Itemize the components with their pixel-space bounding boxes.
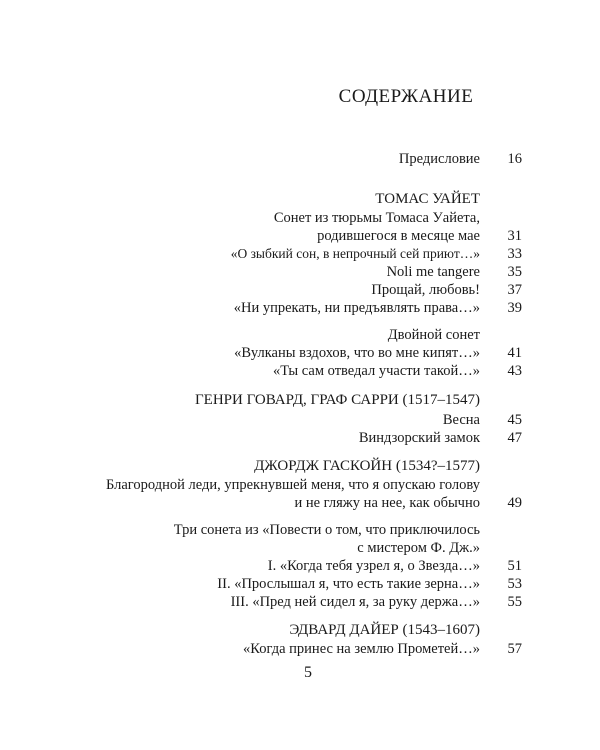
toc-entry: Благородной леди, упрекнувшей меня, что я опускаю голову — [106, 477, 480, 493]
toc-page-number: 51 — [507, 558, 522, 574]
toc-entry: и не гляжу на нее, как обычно — [294, 495, 480, 511]
author-heading: ЭДВАРД ДАЙЕР (1543–1607) — [289, 622, 480, 638]
toc-page-number: 41 — [507, 345, 522, 361]
toc-entry: Прощай, любовь! — [371, 282, 480, 298]
toc-entry: Весна — [442, 412, 480, 428]
toc-entry: Три сонета из «Повести о том, что приключилось — [173, 522, 480, 538]
toc-page-number: 45 — [507, 412, 522, 428]
toc-entry: I. «Когда тебя узрел я, о Звезда…» — [267, 558, 480, 574]
toc-page-number: 39 — [507, 300, 522, 316]
toc-entry: II. «Прослышал я, что есть такие зерна…» — [217, 576, 480, 592]
toc-page-number: 31 — [507, 228, 522, 244]
author-heading: ДЖОРДЖ ГАСКОЙН (1534?–1577) — [254, 458, 480, 474]
toc-entry: Виндзорский замок — [358, 430, 480, 446]
toc-entry: Предисловие — [398, 151, 480, 167]
toc-entry: с мистером Ф. Дж.» — [357, 540, 480, 556]
toc-entry: III. «Пред ней сидел я, за руку держа…» — [230, 594, 480, 610]
toc-page-number: 16 — [507, 151, 522, 167]
toc-page-number: 37 — [507, 282, 522, 298]
toc-page-number: 49 — [507, 495, 522, 511]
toc-entry: Сонет из тюрьмы Томаса Уайета, — [273, 210, 480, 226]
toc-entry: родившегося в месяце мае — [317, 228, 480, 244]
toc-entry: Noli me tangere — [386, 264, 480, 280]
toc-entry: «Ни упрекать, ни предъявлять права…» — [233, 300, 480, 316]
toc-entry: Двойной сонет — [387, 327, 480, 343]
toc-page-number: 47 — [507, 430, 522, 446]
toc-entry: «Ты сам отведал участи такой…» — [273, 363, 480, 379]
toc-page-number: 53 — [507, 576, 522, 592]
toc-entry: «Вулканы вздохов, что во мне кипят…» — [234, 345, 480, 361]
toc-page-number: 43 — [507, 363, 522, 379]
author-heading: ТОМАС УАЙЕТ — [375, 191, 480, 207]
toc-entry: «О зыбкий сон, в непрочный сей приют…» — [230, 246, 480, 261]
toc-page-number: 55 — [507, 594, 522, 610]
page-number: 5 — [304, 664, 312, 681]
toc-entry: «Когда принес на землю Прометей…» — [243, 641, 480, 657]
toc-page-number: 33 — [507, 246, 522, 262]
author-heading: ГЕНРИ ГОВАРД, ГРАФ САРРИ (1517–1547) — [195, 392, 480, 408]
toc-page-number: 57 — [507, 641, 522, 657]
page-title: СОДЕРЖАНИЕ — [338, 86, 474, 107]
toc-page-number: 35 — [507, 264, 522, 280]
